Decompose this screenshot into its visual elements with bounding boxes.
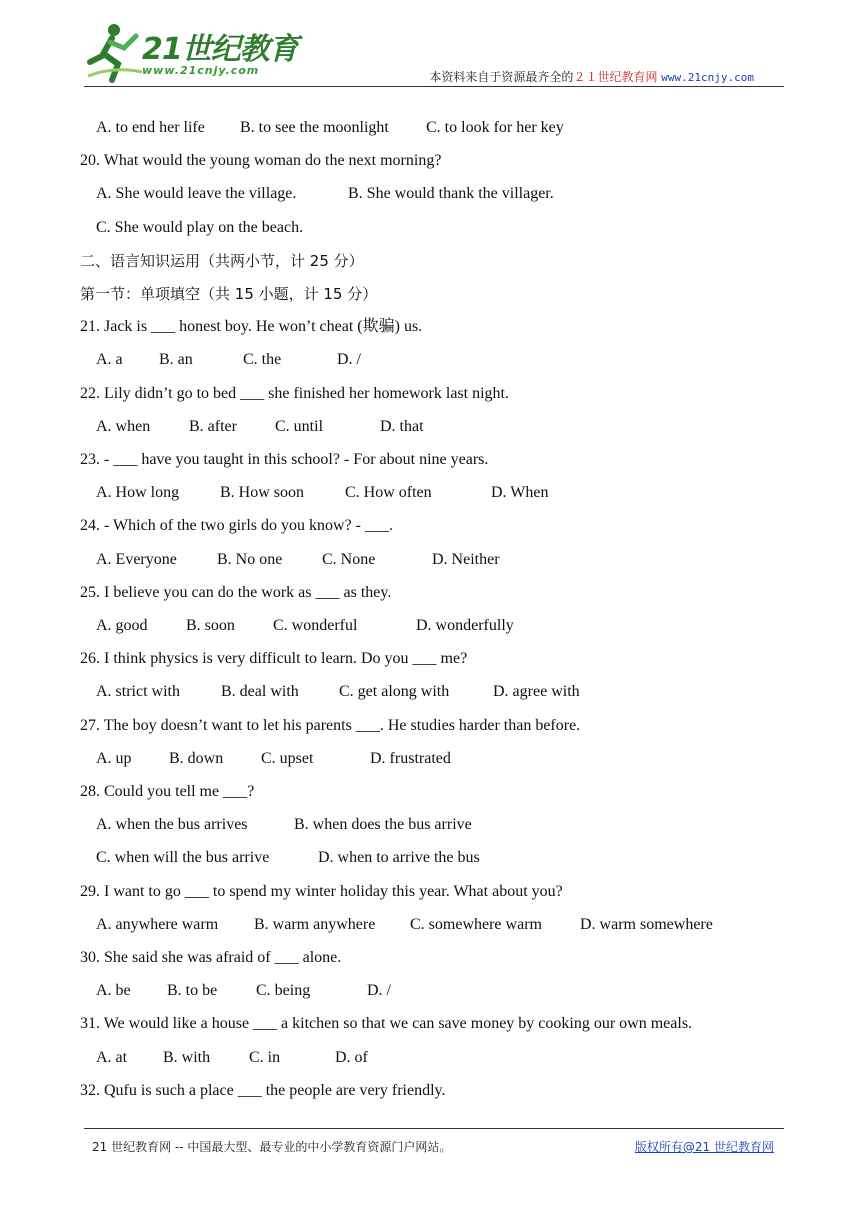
answer-option: D. that xyxy=(380,417,424,435)
footer-slogan: 21 世纪教育网 -- 中国最大型、最专业的中小学教育资源门户网站。 xyxy=(92,1140,452,1154)
question-text: 27. The boy doesn’t want to let his parents ___. He studies harder than before. xyxy=(80,716,581,734)
answer-option: B. She would thank the villager. xyxy=(348,185,554,203)
answer-option: C. somewhere warm xyxy=(410,915,542,933)
question-text: 28. Could you tell me ___? xyxy=(80,783,255,800)
answer-option: A. when xyxy=(96,417,151,435)
answer-option: B. with xyxy=(163,1048,211,1066)
answer-option: B. warm anywhere xyxy=(254,915,376,933)
answer-option: A. How long xyxy=(96,484,180,502)
question-text: 26. I think physics is very difficult to learn. Do you ___ me? xyxy=(80,650,468,668)
answer-option: D. / xyxy=(337,351,361,369)
answer-option: A. good xyxy=(96,617,148,634)
answer-option: B. to see the moonlight xyxy=(240,119,389,136)
answer-option: A. Everyone xyxy=(96,550,177,568)
answer-option: C. get along with xyxy=(339,683,450,701)
answer-option: A. up xyxy=(96,749,132,767)
logo-url: www.21cnjy.com xyxy=(142,64,260,77)
answer-option: A. at xyxy=(96,1048,128,1066)
answer-option: D. frustrated xyxy=(370,749,451,767)
answer-option: B. How soon xyxy=(220,484,305,502)
header-note-url[interactable]: www.21cnjy.com xyxy=(661,71,754,84)
answer-option: C. until xyxy=(275,417,324,435)
footer-divider xyxy=(84,1128,784,1129)
header-divider xyxy=(84,86,784,87)
answer-option: D. when to arrive the bus xyxy=(318,849,480,867)
logo-text: 21世纪教育 xyxy=(142,32,298,67)
answer-option: D. of xyxy=(335,1048,368,1066)
answer-option: C. None xyxy=(322,550,376,568)
answer-option: D. wonderfully xyxy=(416,617,514,634)
answer-option: C. being xyxy=(256,982,311,1000)
answer-option: B. down xyxy=(169,749,224,767)
answer-option: A. She would leave the village. xyxy=(96,185,297,203)
answer-option: A. a xyxy=(96,351,123,369)
answer-option: C. to look for her key xyxy=(426,119,564,136)
answer-option: B. after xyxy=(189,417,237,435)
answer-option: B. No one xyxy=(217,550,283,568)
question-text: 25. I believe you can do the work as ___ as they. xyxy=(80,583,392,601)
answer-option: D. agree with xyxy=(493,683,580,701)
question-text: 29. I want to go ___ to spend my winter holiday this year. What about you? xyxy=(80,882,563,900)
answer-option: B. when does the bus arrive xyxy=(294,816,472,834)
question-text: 22. Lily didn’t go to bed ___ she finished her homework last night. xyxy=(80,384,509,402)
answer-option: C. the xyxy=(243,351,282,369)
question-text: 32. Qufu is such a place ___ the people are very friendly. xyxy=(80,1081,446,1099)
question-text: 31. We would like a house ___ a kitchen so that we can save money by cooking our own meals. xyxy=(80,1015,693,1033)
section-heading: 第一节：单项填空（共 15 小题，计 15 分） xyxy=(80,285,378,303)
answer-option: D. / xyxy=(367,982,391,1000)
question-text: 21. Jack is ___ honest boy. He won’t cheat (欺骗) us. xyxy=(80,318,423,336)
header-note xyxy=(429,68,754,85)
question-text: 20. What would the young woman do the next morning? xyxy=(80,152,442,170)
footer-copyright-link[interactable]: 版权所有@21 世纪教育网 xyxy=(634,1140,774,1154)
logo xyxy=(84,22,304,84)
answer-option: B. soon xyxy=(186,617,235,634)
answer-option: A. when the bus arrives xyxy=(96,816,248,834)
answer-option: D. When xyxy=(491,484,549,502)
answer-option: A. strict with xyxy=(96,683,180,701)
answer-option: B. to be xyxy=(167,982,218,1000)
answer-option: A. to end her life xyxy=(96,119,205,136)
answer-option: C. How often xyxy=(345,484,432,502)
page-header xyxy=(0,0,860,100)
answer-option: A. be xyxy=(96,982,131,1000)
section-heading: 二、语言知识运用（共两小节，计 25 分） xyxy=(80,251,364,270)
question-text: 30. She said she was afraid of ___ alone. xyxy=(80,949,342,966)
answer-option: C. upset xyxy=(261,749,314,767)
runner-logo-icon xyxy=(84,22,144,84)
answer-option: C. in xyxy=(249,1048,281,1066)
header-note-prefix: 本资料来自于资源最齐全的 xyxy=(429,70,574,84)
answer-option: C. wonderful xyxy=(273,617,358,634)
answer-option: A. anywhere warm xyxy=(96,915,219,933)
header-note-site[interactable]: ２１世纪教育网 xyxy=(573,70,658,84)
answer-option: D. warm somewhere xyxy=(580,915,713,933)
answer-option: B. deal with xyxy=(221,683,299,701)
answer-option: C. She would play on the beach. xyxy=(96,218,304,236)
answer-option: B. an xyxy=(159,351,193,369)
question-text: 24. - Which of the two girls do you know? - ___. xyxy=(80,517,393,535)
answer-option: D. Neither xyxy=(432,550,500,568)
answer-option: C. when will the bus arrive xyxy=(96,849,270,867)
question-text: 23. - ___ have you taught in this school? - For about nine years. xyxy=(80,451,489,468)
